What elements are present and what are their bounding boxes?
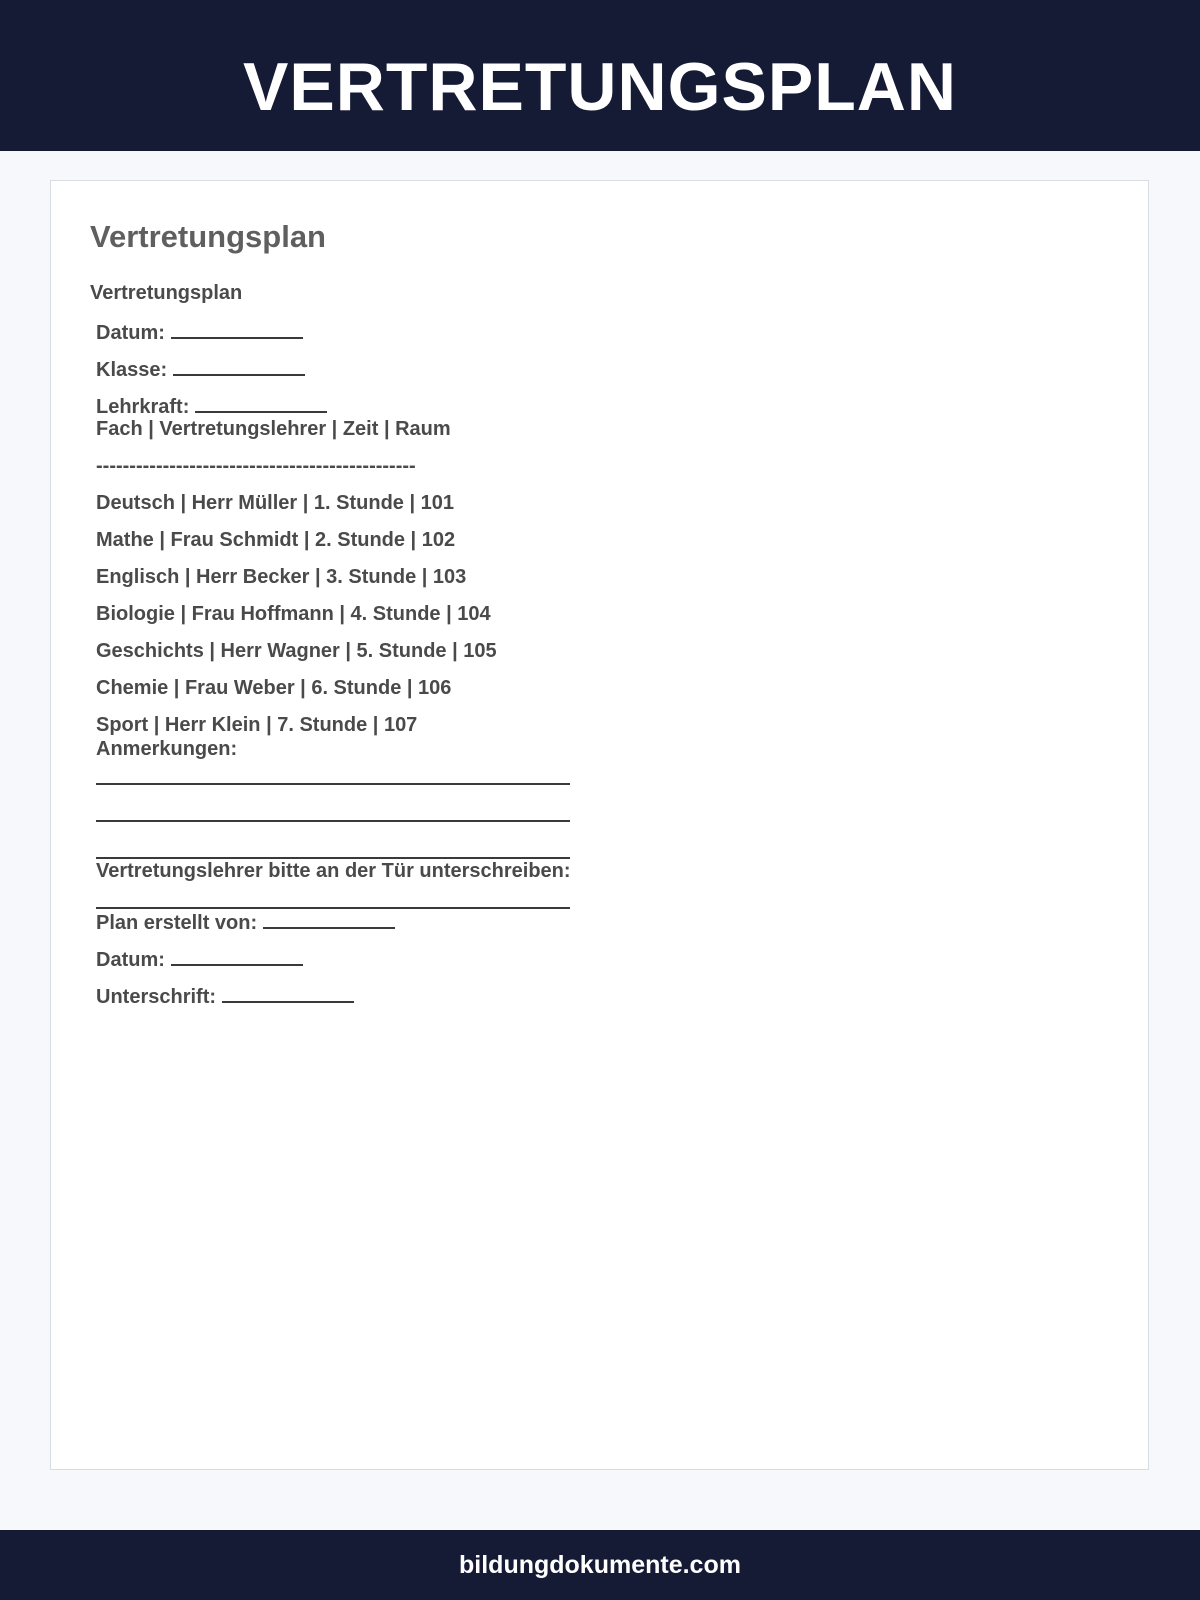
table-row: Mathe | Frau Schmidt | 2. Stunde | 102 — [96, 529, 456, 551]
class-blank — [173, 356, 305, 376]
header-banner — [0, 0, 1200, 151]
footer-date-label: Datum: — [96, 949, 165, 971]
teacher-field — [96, 393, 571, 417]
notes-line — [96, 761, 570, 785]
table-row: Biologie | Frau Hoffmann | 4. Stunde | 104 — [96, 603, 491, 625]
document-subtitle: Vertretungsplan — [90, 282, 243, 304]
notes-label: Anmerkungen: — [96, 738, 238, 760]
footer-date-blank — [171, 946, 303, 966]
teacher-blank — [195, 393, 327, 413]
signature-blank — [222, 983, 354, 1003]
table-row: Englisch | Herr Becker | 3. Stunde | 103 — [96, 566, 467, 588]
notes-line — [96, 835, 570, 859]
document-body — [96, 319, 571, 1007]
date-label: Datum: — [96, 322, 165, 344]
table-header: Fach | Vertretungslehrer | Zeit | Raum — [96, 418, 451, 440]
document-heading: Vertretungsplan — [90, 219, 326, 254]
class-label: Klasse: — [96, 359, 168, 381]
date-blank — [171, 319, 303, 339]
created-by-blank — [263, 909, 395, 929]
document-card — [50, 180, 1149, 1470]
signature-label: Unterschrift: — [96, 986, 217, 1008]
notes-line — [96, 798, 570, 822]
teacher-label: Lehrkraft: — [96, 396, 190, 418]
date-field — [96, 319, 571, 343]
created-by-label: Plan erstellt von: — [96, 912, 258, 934]
table-separator: ------------------------------------------------ — [96, 455, 416, 477]
class-field — [96, 356, 571, 380]
table-row: Chemie | Frau Weber | 6. Stunde | 106 — [96, 677, 452, 699]
table-row: Sport | Herr Klein | 7. Stunde | 107 — [96, 714, 418, 736]
created-by-field — [96, 909, 571, 933]
footer-site: bildungdokumente.com — [459, 1550, 741, 1579]
signature-field — [96, 983, 571, 1007]
table-row: Deutsch | Herr Müller | 1. Stunde | 101 — [96, 492, 454, 514]
page-title: VERTRETUNGSPLAN — [243, 48, 957, 125]
footer-date-field — [96, 946, 571, 970]
table-row: Geschichts | Herr Wagner | 5. Stunde | 105 — [96, 640, 497, 662]
signature-line — [96, 896, 570, 909]
sign-instruction: Vertretungslehrer bitte an der Tür unterschreiben: — [96, 860, 571, 882]
footer-banner — [0, 1530, 1200, 1600]
